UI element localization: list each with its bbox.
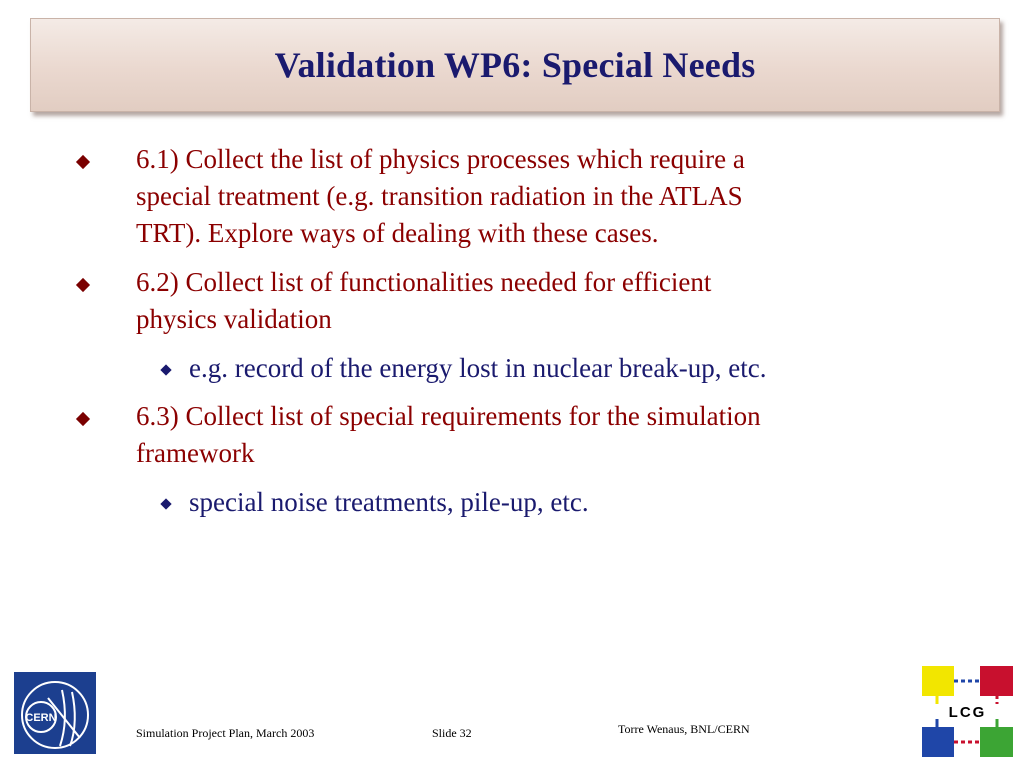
bullet-2-sub: e.g. record of the energy lost in nuclear break-up, etc. bbox=[189, 353, 767, 383]
bullet-2-line-2: physics validation bbox=[136, 304, 332, 334]
bullet-3-sub: special noise treatments, pile-up, etc. bbox=[189, 487, 589, 517]
footer-presentation-title: Simulation Project Plan, March 2003 bbox=[136, 726, 315, 740]
cern-logo bbox=[10, 668, 100, 758]
lcg-logo bbox=[920, 664, 1015, 759]
bullet-diamond-icon bbox=[76, 278, 90, 292]
footer-author: Torre Wenaus, BNL/CERN bbox=[618, 722, 750, 736]
bullet-diamond-icon bbox=[76, 412, 90, 426]
bullet-1-line-1: 6.1) Collect the list of physics processes which require a bbox=[136, 144, 745, 174]
bullet-2-line-1: 6.2) Collect list of functionalities needed for efficient bbox=[136, 267, 712, 297]
bullet-1-line-2: special treatment (e.g. transition radiation in the ATLAS bbox=[136, 181, 743, 211]
bullet-diamond-icon bbox=[76, 155, 90, 169]
bullet-3-line-1: 6.3) Collect list of special requirements for the simulation bbox=[136, 401, 761, 431]
sub-bullet-diamond-icon bbox=[160, 498, 171, 509]
sub-bullet-diamond-icon bbox=[160, 364, 171, 375]
footer-slide-number: Slide 32 bbox=[432, 726, 472, 740]
bullet-1-line-3: TRT). Explore ways of dealing with these cases. bbox=[136, 218, 659, 248]
slide-title: Validation WP6: Special Needs bbox=[274, 45, 756, 85]
cern-logo-text: CERN bbox=[25, 712, 57, 724]
bullet-3-line-2: framework bbox=[136, 438, 255, 468]
lcg-logo-text: LCG bbox=[948, 704, 987, 721]
